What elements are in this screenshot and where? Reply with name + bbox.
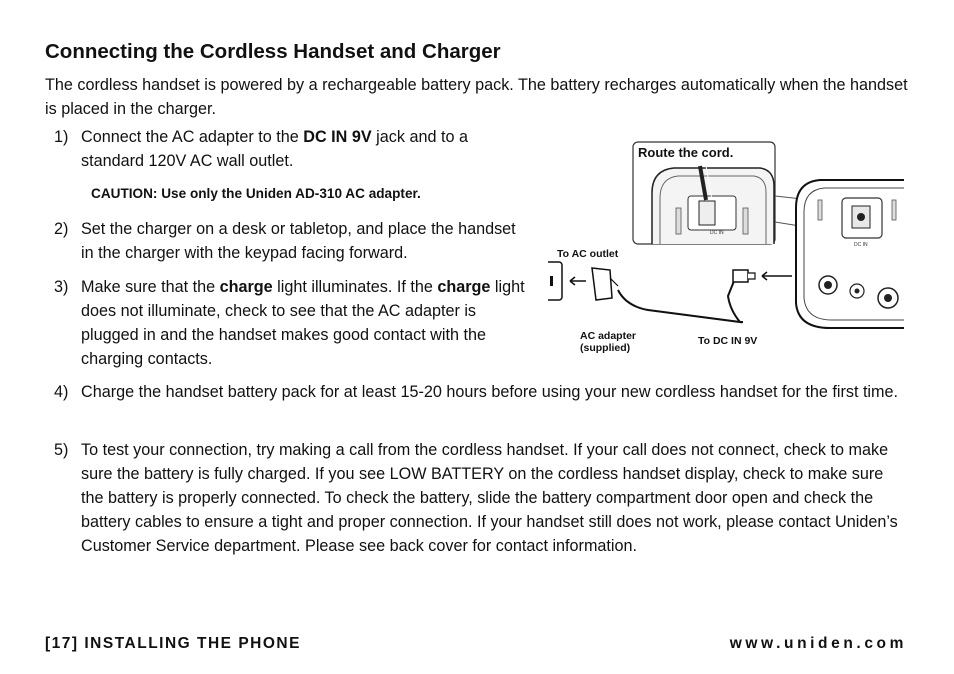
dc-plug: [733, 270, 792, 282]
wall-outlet: [548, 262, 562, 300]
step-text: Connect the AC adapter to the DC IN 9V jack and to a standard 120V AC wall outlet.: [81, 128, 468, 170]
step-text: Make sure that the charge light illuminates. If the charge light does not illuminate, check to see that the AC adapter is plugged in and the handset makes good contact with the charging contacts.: [81, 278, 525, 368]
footer-section: [17] INSTALLING THE PHONE: [45, 635, 301, 652]
ac-adapter: [570, 268, 618, 300]
step-text: Set the charger on a desk or tabletop, and place the handset in the charger with the keypad facing forward.: [81, 220, 516, 262]
caution-note: CAUTION: Use only the Uniden AD-310 AC adapter.: [91, 186, 421, 201]
adapter-cord: [618, 276, 753, 322]
ac-adapter-supplied-label: (supplied): [580, 342, 631, 354]
ac-adapter-label: AC adapter: [580, 330, 637, 342]
base-jack-marking: DC IN: [854, 242, 868, 248]
jack-marking: DC IN: [710, 230, 724, 236]
step-number: 5): [54, 441, 69, 459]
step-number: 1): [54, 128, 69, 146]
step-number: 2): [54, 220, 69, 238]
dc-in-label: To DC IN 9V: [698, 335, 758, 347]
step-text: Charge the handset battery pack for at least 15-20 hours before using your new cordless handset for the first time.: [81, 383, 899, 401]
diagram-svg: [548, 138, 904, 358]
footer-website: www.uniden.com: [729, 635, 907, 652]
step-number: 4): [54, 383, 69, 401]
intro-paragraph: The cordless handset is powered by a rechargeable battery pack. The battery recharges automatically when the handset is placed in the charger.: [45, 76, 908, 118]
step-text: To test your connection, try making a call from the cordless handset. If your call does not connect, check to make sure the battery is fully charged. If you see LOW BATTERY on the cordless handset display, check to make sure the battery is properly connected. To check the battery, slide the battery compartment door open and check the battery cables to ensure a tight and proper connection. If your handset still does not work, please contact Uniden’s Customer Service department. Please see back cover for contact information.: [81, 441, 898, 555]
page-title: Connecting the Cordless Handset and Charger: [45, 40, 501, 63]
step-number: 3): [54, 278, 69, 296]
charger-base: [796, 180, 904, 328]
ac-outlet-label: To AC outlet: [557, 248, 619, 260]
route-cord-callout: [633, 142, 775, 244]
connection-diagram: [548, 138, 904, 358]
route-cord-label: Route the cord.: [638, 145, 734, 160]
